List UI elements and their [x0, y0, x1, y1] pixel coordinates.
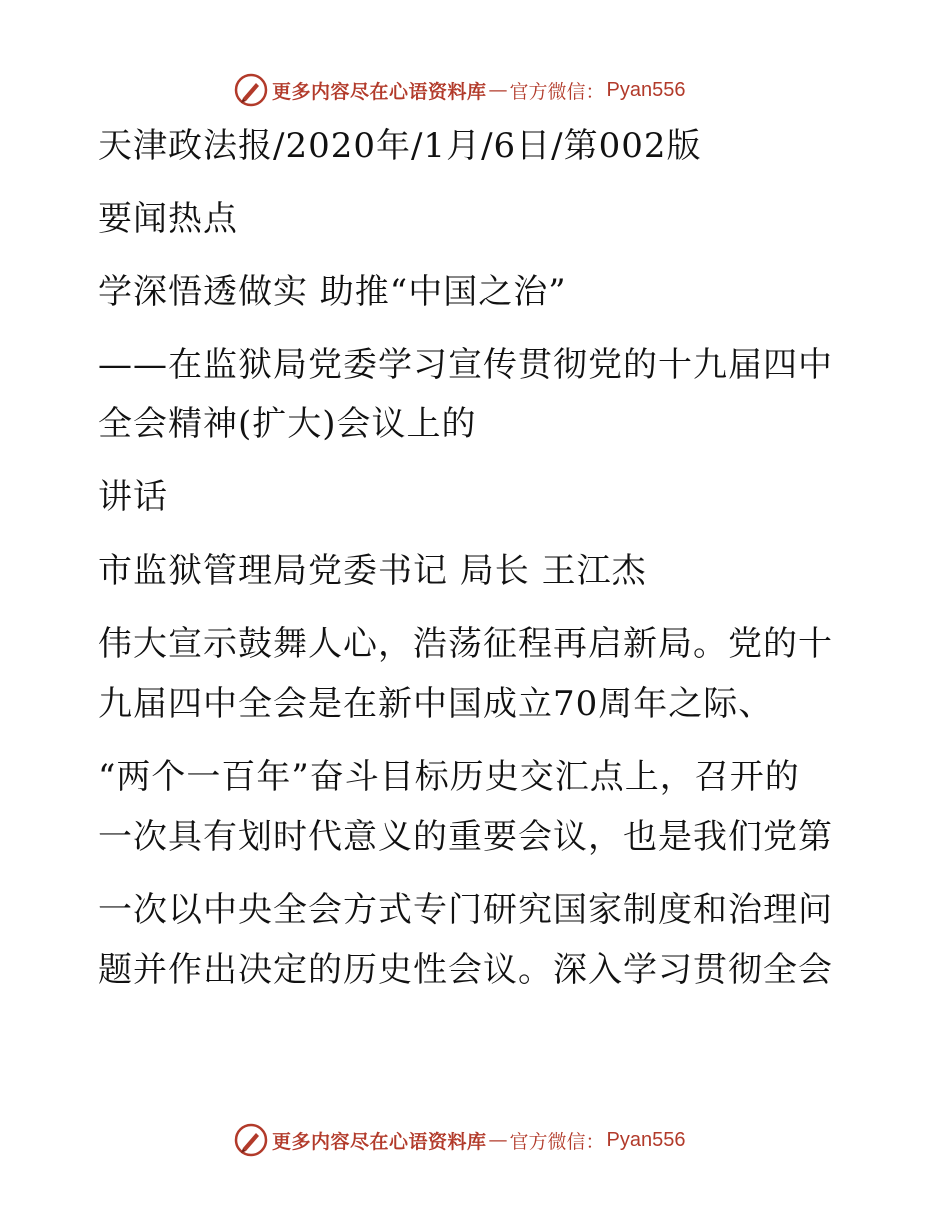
banner-slogan: 更多内容尽在心语资料库: [272, 1130, 487, 1153]
banner-dash: —: [488, 1129, 508, 1151]
banner-wechat-id: Pyan556: [606, 78, 686, 101]
banner-wechat-id: Pyan556: [606, 1128, 686, 1151]
article-title: 学深悟透做实 助推“中国之治”: [98, 272, 567, 312]
body-line: 题并作出决定的历史性会议。深入学习贯彻全会: [98, 950, 833, 990]
header-banner: [234, 72, 686, 108]
author-line: 市监狱管理局党委书记 局长 王江杰: [98, 551, 647, 591]
article-subtitle-line-2: 全会精神(扩大)会议上的: [98, 404, 477, 444]
section-label: 要闻热点: [98, 199, 238, 239]
body-line: 一次以中央全会方式专门研究国家制度和治理问: [98, 890, 833, 930]
pen-logo-icon: [234, 73, 268, 107]
footer-banner: [234, 1122, 686, 1158]
article-subtitle-line-1: ——在监狱局党委学习宣传贯彻党的十九届四中: [98, 345, 833, 385]
body-line: 九届四中全会是在新中国成立70周年之际、: [98, 684, 774, 724]
article-subtitle-line-3: 讲话: [98, 477, 168, 517]
banner-dash: —: [488, 79, 508, 101]
banner-wechat-label: 官方微信：: [509, 80, 605, 103]
banner-wechat-label: 官方微信：: [509, 1130, 605, 1153]
banner-slogan: 更多内容尽在心语资料库: [272, 80, 487, 103]
body-line: “两个一百年”奋斗目标历史交汇点上，召开的: [98, 757, 800, 797]
body-line: 一次具有划时代意义的重要会议，也是我们党第: [98, 817, 833, 857]
pen-logo-icon: [234, 1123, 268, 1157]
body-line: 伟大宣示鼓舞人心，浩荡征程再启新局。党的十: [98, 624, 833, 664]
source-line: 天津政法报/2020年/1月/6日/第002版: [98, 126, 702, 166]
